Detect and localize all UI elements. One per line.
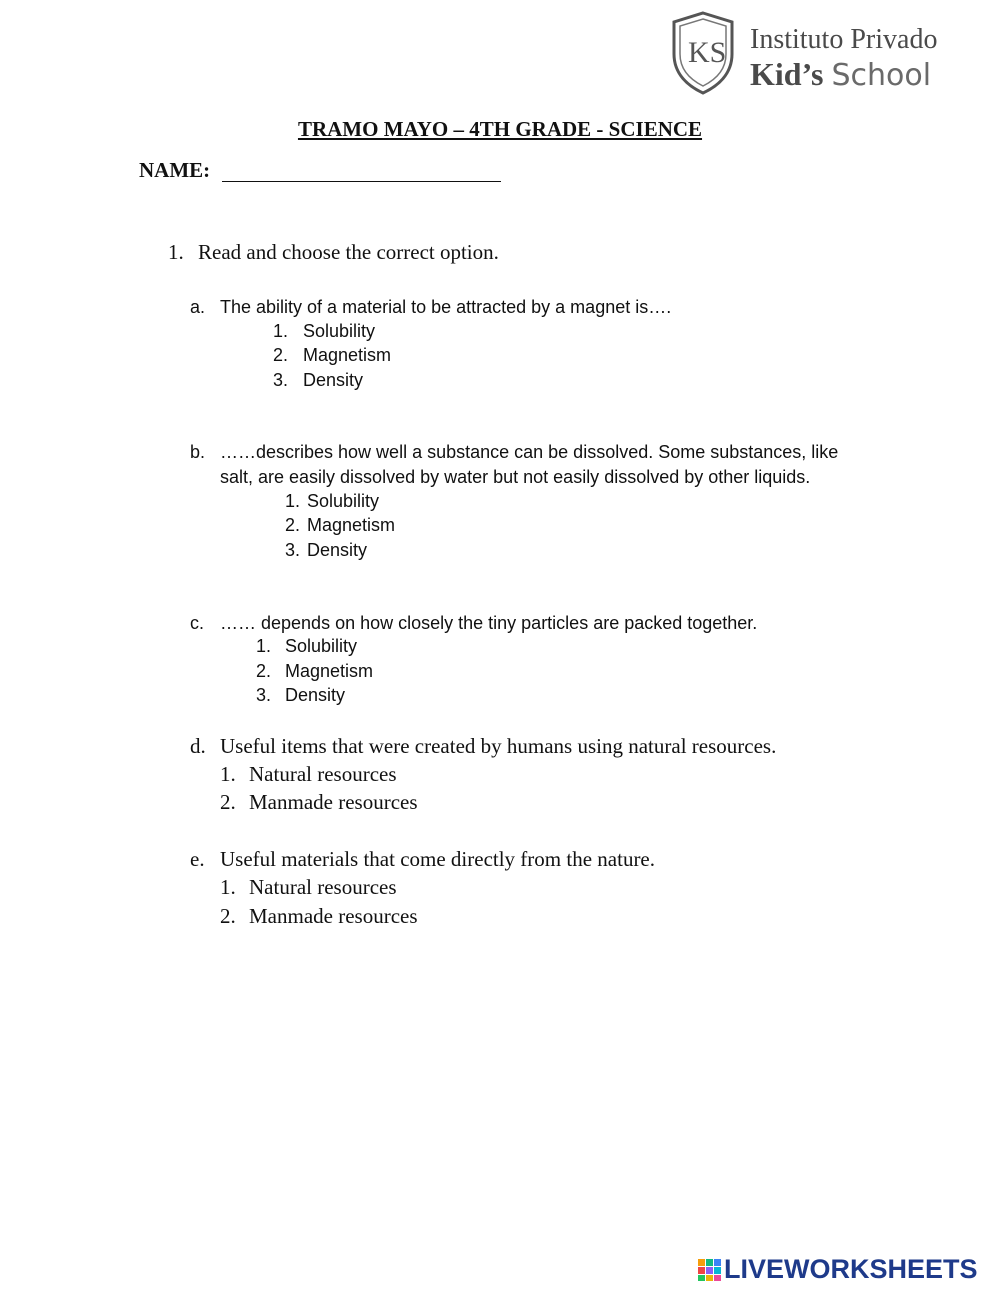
item-b-letter: b. xyxy=(190,442,206,462)
item-d-prompt: Useful items that were created by humans using natural resources. xyxy=(220,734,777,758)
name-label: NAME: xyxy=(139,158,211,182)
question-1 xyxy=(168,240,499,265)
liveworksheets-logo-icon xyxy=(697,1258,723,1282)
option-number: 1. xyxy=(220,875,236,899)
school-name-line2 xyxy=(750,56,931,93)
option-number: 3. xyxy=(285,540,301,560)
option-number: 3. xyxy=(273,370,289,390)
item-e-option-2[interactable]: Manmade resources xyxy=(249,904,418,928)
item-d-option-2[interactable]: Manmade resources xyxy=(249,790,418,814)
option-number: 1. xyxy=(256,636,272,656)
item-b-prompt-line1: ……describes how well a substance can be dissolved. Some substances, like xyxy=(220,442,839,462)
option-number: 1. xyxy=(273,321,289,341)
item-b-option-1[interactable]: Solubility xyxy=(307,491,380,511)
option-number: 1. xyxy=(220,762,236,786)
name-input-line[interactable] xyxy=(222,181,501,182)
option-number: 1. xyxy=(285,491,301,511)
item-b-option-3[interactable]: Density xyxy=(307,540,368,560)
school-name-school: School xyxy=(831,58,932,93)
school-logo xyxy=(668,10,958,100)
option-number: 2. xyxy=(273,345,289,365)
option-number: 2. xyxy=(220,904,236,928)
item-a-prompt: The ability of a material to be attracted by a magnet is…. xyxy=(220,297,672,317)
item-e-prompt: Useful materials that come directly from the nature. xyxy=(220,847,656,871)
liveworksheets-brand xyxy=(697,1254,997,1286)
option-number: 2. xyxy=(220,790,236,814)
item-c-prompt: …… depends on how closely the tiny particles are packed together. xyxy=(220,613,758,633)
item-e-letter: e. xyxy=(190,847,205,871)
item-c-letter: c. xyxy=(190,613,205,633)
item-d-option-1[interactable]: Natural resources xyxy=(249,762,397,786)
item-a-option-2[interactable]: Magnetism xyxy=(303,345,392,365)
item-a-letter: a. xyxy=(190,297,206,317)
question-number: 1. xyxy=(168,240,184,264)
item-c-option-1[interactable]: Solubility xyxy=(285,636,358,656)
school-name-line1: Instituto Privado xyxy=(750,24,938,55)
option-number: 2. xyxy=(256,661,272,681)
school-crest-icon xyxy=(668,10,738,96)
item-c-option-3[interactable]: Density xyxy=(285,685,346,705)
item-a-option-3[interactable]: Density xyxy=(303,370,364,390)
worksheet-title: TRAMO MAYO – 4TH GRADE - SCIENCE xyxy=(297,117,703,141)
question-text: Read and choose the correct option. xyxy=(198,240,499,264)
item-d-letter: d. xyxy=(190,734,206,758)
item-a-option-1[interactable]: Solubility xyxy=(303,321,376,341)
liveworksheets-text: LIVEWORKSHEETS xyxy=(724,1254,978,1284)
option-number: 3. xyxy=(256,685,272,705)
item-b-prompt-line2: salt, are easily dissolved by water but not easily dissolved by other liquids. xyxy=(220,467,811,487)
option-number: 2. xyxy=(285,515,301,535)
crest-k-letter: KS xyxy=(688,36,727,69)
school-name-kids: Kid’s xyxy=(750,56,824,92)
item-e-option-1[interactable]: Natural resources xyxy=(249,875,397,899)
item-c-option-2[interactable]: Magnetism xyxy=(285,661,374,681)
item-b-option-2[interactable]: Magnetism xyxy=(307,515,396,535)
